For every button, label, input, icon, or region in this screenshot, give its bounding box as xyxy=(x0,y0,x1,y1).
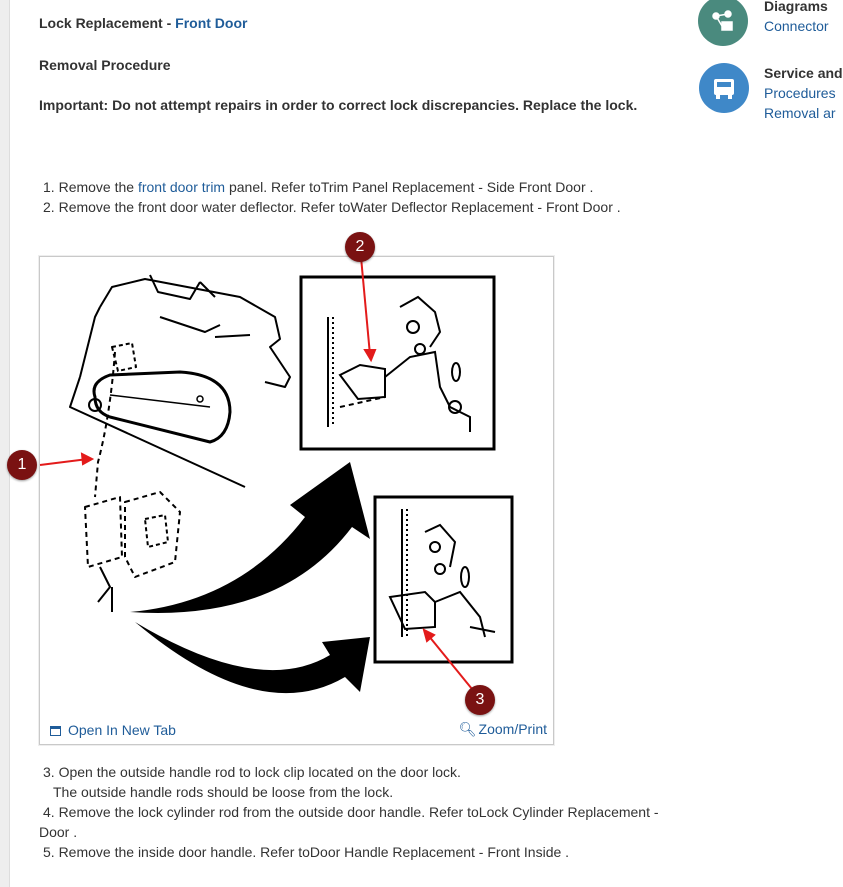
step-number: 1. xyxy=(43,179,55,195)
callout-3: 3 xyxy=(465,685,495,715)
important-note: Important: Do not attempt repairs in order to correct lock discrepancies. Replace the lock. xyxy=(39,97,638,113)
step-3: 3. Open the outside handle rod to lock clip located on the door lock. xyxy=(43,764,461,780)
left-panel-edge xyxy=(0,0,10,887)
zoom-print-label: Zoom/Print xyxy=(478,721,547,737)
connector-link[interactable]: Connector xyxy=(764,18,829,34)
diagrams-card-icon[interactable] xyxy=(698,0,748,46)
new-tab-icon xyxy=(50,726,61,736)
step-text: Remove the front door water deflector. Refer toWater Deflector Replacement - Front Door . xyxy=(58,199,621,215)
illustration-figure[interactable] xyxy=(39,256,554,745)
step-text: panel. Refer toTrim Panel Replacement - Side Front Door . xyxy=(225,179,594,195)
page-title-text: Lock Replacement - xyxy=(39,15,176,31)
front-door-link[interactable]: Front Door xyxy=(175,15,248,31)
door-lock-illustration xyxy=(40,257,553,717)
removal-link[interactable]: Removal ar xyxy=(764,105,836,121)
diagrams-title: Diagrams xyxy=(764,0,828,14)
step-4-continued: Door . xyxy=(39,824,78,840)
step-number: 2. xyxy=(43,199,55,215)
step-3-note: The outside handle rods should be loose from the lock. xyxy=(53,784,394,800)
zoom-print-button[interactable] xyxy=(459,721,547,738)
figure-toolbar xyxy=(40,716,553,744)
car-service-icon xyxy=(699,63,749,113)
front-door-trim-link[interactable]: front door trim xyxy=(137,179,226,195)
section-heading: Removal Procedure xyxy=(39,57,171,73)
zoom-icon: 🔍︎ xyxy=(458,721,477,737)
open-in-new-tab-label: Open In New Tab xyxy=(68,722,176,738)
page-title xyxy=(39,15,247,31)
step-text: Remove the xyxy=(58,179,138,195)
open-in-new-tab-button[interactable] xyxy=(50,722,176,738)
procedures-link[interactable]: Procedures xyxy=(764,85,836,101)
service-title: Service and xyxy=(764,65,843,81)
step-1 xyxy=(43,179,593,195)
diagram-icon xyxy=(698,0,748,46)
callout-1: 1 xyxy=(7,450,37,480)
step-4: 4. Remove the lock cylinder rod from the outside door handle. Refer toLock Cylinder Replacement - xyxy=(43,804,659,820)
step-5: 5. Remove the inside door handle. Refer toDoor Handle Replacement - Front Inside . xyxy=(43,844,570,860)
callout-2: 2 xyxy=(345,232,375,262)
service-card-icon[interactable] xyxy=(699,63,749,113)
step-2 xyxy=(43,199,621,215)
